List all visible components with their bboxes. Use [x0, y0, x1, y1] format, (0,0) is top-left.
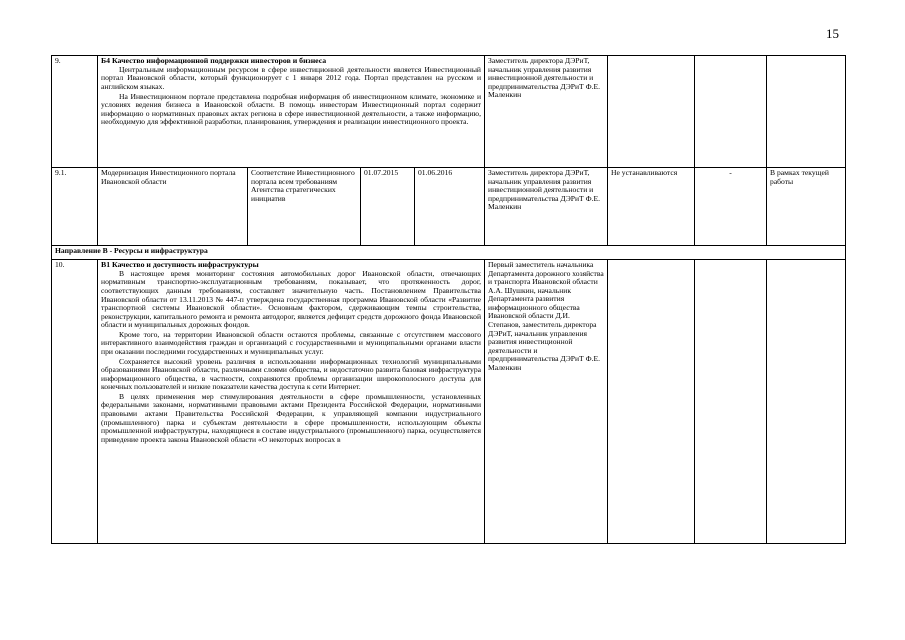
responsible-cell: Заместитель директора ДЭРиТ, начальник управления развития инвестиционной деятельности и предпринимательства ДЭРиТ Ф.Е. Маленкин: [485, 168, 608, 246]
start-date-cell: 01.07.2015: [361, 168, 415, 246]
paragraph: На Инвестиционном портале представлена подробная информация об инвестиционном климате, экономике и условиях ведения бизнеса в Ивановской области. В помощь инвесторам Инвестиционный портал содержит информацию о нормативных правовых актах региона в сфере инвестиционной деятельности, а также информацию, необходимую для эффективной разработки, планирования, утверждения и реализации инвестиционного проекта.: [101, 91, 482, 127]
empty-cell: [767, 56, 846, 168]
end-date-cell: 01.06.2016: [415, 168, 485, 246]
table-row-9-1: [52, 168, 846, 246]
empty-cell: [695, 260, 767, 544]
row-number: 9.1.: [52, 168, 98, 246]
row-number: 9.: [52, 56, 98, 168]
indicator-cell: Не устанавливаются: [608, 168, 695, 246]
row-description: [98, 56, 485, 168]
paragraph: Центральным информационным ресурсом в сфере инвестиционной деятельности является Инвестиционный портал Ивановской области, который функционирует с 1 января 2012 года. Портал представлен на русском и английском языках.: [101, 64, 482, 91]
empty-cell: [608, 56, 695, 168]
paragraph: В целях применения мер стимулирования деятельности в сфере промышленности, установленных федеральными законами, нормативными правовыми актами Президента Российской Федерации, нормативными правовыми актами Правительства Российской Федерации, к управляющей компании индустриального (промышленного) парка и субъектам деятельности в сфере промышленности, использующим объекты промышленной инфраструктуры, находящиеся в составе индустриального (промышленного) парка, осуществляется приведение проекта закона Ивановской области «О некоторых вопросах в: [101, 391, 482, 444]
value-cell: -: [695, 168, 767, 246]
section-heading: Направление В - Ресурсы и инфраструктура: [52, 246, 846, 260]
empty-cell: [608, 260, 695, 544]
paragraph: Кроме того, на территории Ивановской области остаются проблемы, связанные с отсутствием массового интерактивного взаимодействия граждан и организаций с государственными и муниципальными органами власти при оказании последними государственных и муниципальных услуг.: [101, 329, 482, 356]
paragraph: Сохраняется высокий уровень различия в использовании информационных технологий муниципальными образованиями Ивановской области, различными слоями общества, и недостаточно развита базовая инфраструктура информационного общества, в частности, сохраняются проблемы организации широкополосного доступа для конечных пользователей и низкие показатели качества доступа к сети Интернет.: [101, 356, 482, 392]
row-title: Б4 Качество информационной поддержки инвесторов и бизнеса: [101, 56, 327, 65]
table-row-10: [52, 260, 846, 544]
table-row-9: [52, 56, 846, 168]
plan-table: [51, 55, 846, 544]
row-number: 10.: [52, 260, 98, 544]
result-cell: Соответствие Инвестиционного портала всем требованиям Агентства стратегических инициатив: [248, 168, 361, 246]
responsible-cell: Первый заместитель начальника Департамента дорожного хозяйства и транспорта Ивановской области А.А. Шушкин, начальник Департамента развития информационного общества Ивановской области Д.И. Степанов, заместитель директора ДЭРиТ, начальник управления развития инвестиционной деятельности и предпринимательства ДЭРиТ Ф.Е. Маленкин: [485, 260, 608, 544]
page-number: 15: [826, 26, 839, 41]
action-cell: Модернизация Инвестиционного портала Ивановской области: [98, 168, 248, 246]
section-row: [52, 246, 846, 260]
funding-cell: В рамках текущей работы: [767, 168, 846, 246]
responsible-cell: Заместитель директора ДЭРиТ, начальник управления развития инвестиционной деятельности и предпринимательства ДЭРиТ Ф.Е. Маленкин: [485, 56, 608, 168]
row-description: [98, 260, 485, 544]
empty-cell: [695, 56, 767, 168]
row-title: В1 Качество и доступность инфраструктуры: [101, 260, 259, 269]
empty-cell: [767, 260, 846, 544]
paragraph: В настоящее время мониторинг состояния автомобильных дорог Ивановской области, отвечающих нормативным транспортно-эксплуатационным требованиям, показывает, что протяженность дорог, соответствующих данным требованиям, составляет значительную часть. Постановлением Правительства Ивановской области от 13.11.2013 № 447-п утверждена государственная программа Ивановской области «Развитие транспортной системы Ивановской области». Основным фактором, сдерживающим темпы строительства, реконструкции, капитального ремонта и ремонта автодорог, является дефицит средств дорожного фонда Ивановской области и муниципальных дорожных фондов.: [101, 268, 482, 330]
